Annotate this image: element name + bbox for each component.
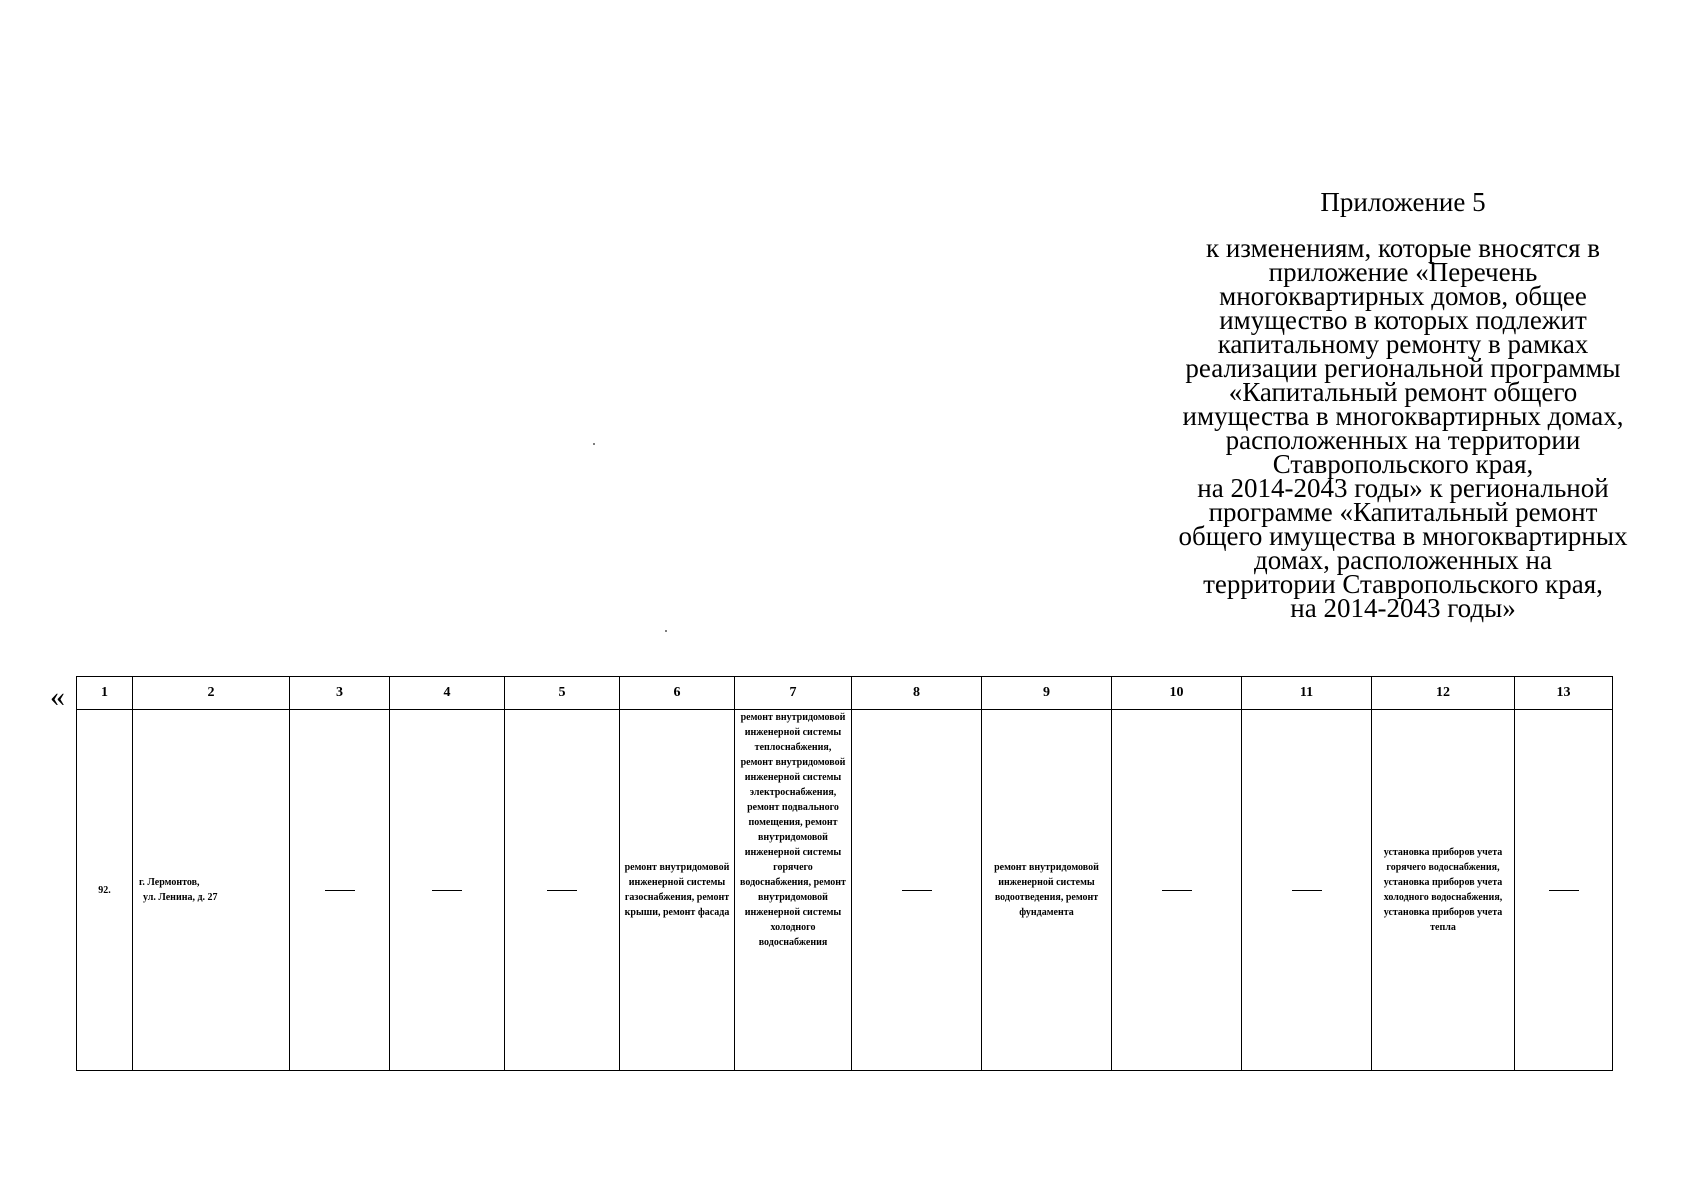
- column-number: 12: [1372, 677, 1515, 710]
- dash-mark: [1162, 890, 1192, 891]
- column-number: 13: [1515, 677, 1613, 710]
- empty-cell: [852, 710, 982, 1071]
- dash-mark: [432, 890, 462, 891]
- empty-cell: [290, 710, 390, 1071]
- table-header-row: [77, 677, 1613, 710]
- appendix-heading: [1148, 187, 1658, 623]
- heading-line: имущество в которых подлежит: [1219, 305, 1587, 335]
- heading-line: на 2014-2043 годы» к региональной: [1197, 473, 1609, 503]
- column-number: 7: [735, 677, 852, 710]
- dash-mark: [547, 890, 577, 891]
- column-number: 3: [290, 677, 390, 710]
- column-number: 5: [505, 677, 620, 710]
- heading-line: «Капитальный ремонт общего: [1228, 377, 1578, 407]
- heading-line: общего имущества в многоквартирных: [1178, 521, 1628, 551]
- column-number: 1: [77, 677, 133, 710]
- column-number: 6: [620, 677, 735, 710]
- address-cell: [133, 710, 290, 1071]
- houses-table: [76, 676, 1613, 1071]
- heading-line: имущества в многоквартирных домах,: [1182, 401, 1624, 431]
- heading-line: Ставропольского края,: [1272, 449, 1534, 479]
- works-cell-7: [735, 710, 852, 1071]
- address-city: г. Лермонтов,: [139, 877, 200, 888]
- column-number: 8: [852, 677, 982, 710]
- empty-cell: [1515, 710, 1613, 1071]
- empty-cell: [1112, 710, 1242, 1071]
- scan-speck: [665, 630, 667, 632]
- opening-quote: «: [50, 680, 65, 713]
- heading-line: территории Ставропольского края,: [1203, 569, 1603, 599]
- table-row: [77, 710, 1613, 1071]
- column-number: 4: [390, 677, 505, 710]
- appendix-title: Приложение 5: [1320, 187, 1486, 217]
- heading-line: к изменениям, которые вносятся в: [1205, 233, 1601, 263]
- heading-line: расположенных на территории: [1225, 425, 1581, 455]
- column-number: 11: [1242, 677, 1372, 710]
- heading-line: многоквартирных домов, общее: [1219, 281, 1587, 311]
- heading-line: капитальному ремонту в рамках: [1217, 329, 1589, 359]
- dash-mark: [325, 890, 355, 891]
- heading-line: приложение «Перечень: [1268, 257, 1538, 287]
- dash-mark: [1292, 890, 1322, 891]
- dash-mark: [1549, 890, 1579, 891]
- works-text: установка приборов учета горячего водоснабжения, установка приборов учета холодного водоснабжения, установка приборов учета тепла: [1383, 847, 1503, 933]
- empty-cell: [390, 710, 505, 1071]
- address-street: ул. Ленина, д. 27: [143, 892, 218, 903]
- works-cell-6: [620, 710, 735, 1071]
- column-number: 9: [982, 677, 1112, 710]
- row-number: 92.: [77, 710, 133, 1071]
- scan-speck: [593, 443, 595, 445]
- heading-line: программе «Капитальный ремонт: [1208, 497, 1598, 527]
- works-text: ремонт внутридомовой инженерной системы теплоснабжения, ремонт внутридомовой инженерной системы электроснабжения, ремонт подвального помещения, ремонт внутридомовой инженерной системы горячего водоснабжения, ремонт внутридомовой инженерной системы холодного водоснабжения: [740, 712, 846, 948]
- dash-mark: [902, 890, 932, 891]
- column-number: 10: [1112, 677, 1242, 710]
- empty-cell: [1242, 710, 1372, 1071]
- works-text: ремонт внутридомовой инженерной системы газоснабжения, ремонт крыши, ремонт фасада: [624, 862, 730, 918]
- works-text: ремонт внутридомовой инженерной системы водоотведения, ремонт фундамента: [994, 862, 1099, 918]
- heading-line: домах, расположенных на: [1254, 545, 1552, 575]
- empty-cell: [505, 710, 620, 1071]
- works-cell-9: [982, 710, 1112, 1071]
- heading-line: реализации региональной программы: [1185, 353, 1621, 383]
- heading-line: на 2014-2043 годы»: [1290, 593, 1516, 623]
- column-number: 2: [133, 677, 290, 710]
- works-cell-12: [1372, 710, 1515, 1071]
